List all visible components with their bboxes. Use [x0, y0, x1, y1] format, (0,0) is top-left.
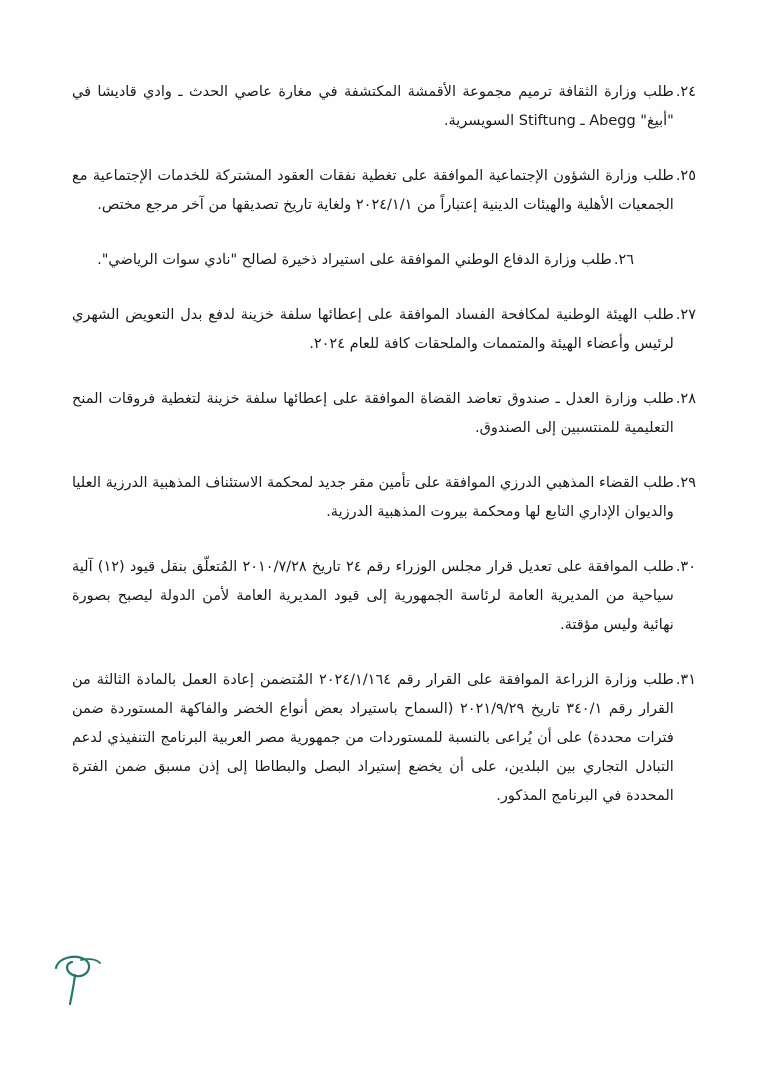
list-item-number: ٢٤.	[675, 84, 696, 100]
list-item	[72, 162, 696, 220]
list-item	[72, 78, 696, 136]
list-item-text: طلب الموافقة على تعديل قرار مجلس الوزراء رقم ٢٤ تاريخ ٢٠١٠/٧/٢٨ المُتعلّق بنقل قيود (١٢) آلية سياحية من المديرية العامة لرئاسة الجمهورية إلى قيود المديرية العامة لأمن الدولة ليصبح بصورة نهائية وليس مؤقتة.	[72, 559, 674, 633]
list-item	[72, 385, 696, 443]
list-item-text: طلب وزارة الشؤون الإجتماعية الموافقة على تغطية نفقات العقود المشتركة للخدمات الإجتماعية مع الجمعيات الأهلية والهيئات الدينية إعتباراً من ٢٠٢٤/١/١ ولغاية تاريخ تصديقها من آخر مرجع مختص.	[72, 168, 674, 213]
list-item-text: طلب وزارة الدفاع الوطني الموافقة على استيراد ذخيرة لصالح "نادي سوات الرياضي".	[97, 252, 612, 268]
list-item-text: طلب وزارة الزراعة الموافقة على القرار رقم ٢٠٢٤/١/١٦٤ المُتضمن إعادة العمل بالمادة الثالثة من القرار رقم ٣٤٠/١ تاريخ ٢٠٢١/٩/٢٩ (السماح باستيراد بعض أنواع الخضر والفاكهة المستوردة ضمن فترات محددة) على أن يُراعى بالنسبة للمستوردات من جمهورية مصر العربية البرنامج التنفيذي لدعم التبادل التجاري بين البلدين، على أن يخضع إستيراد البصل والبطاطا إلى إذن مسبق ضمن الفترة المحددة في البرنامج المذكور.	[72, 672, 674, 804]
handwritten-signature	[48, 950, 118, 1010]
list-item	[72, 301, 696, 359]
list-item-number: ٢٧.	[675, 307, 696, 323]
list-item	[72, 553, 696, 640]
list-item-number: ٣٠.	[675, 559, 696, 575]
list-item	[72, 666, 696, 811]
list-item-number: ٢٦.	[613, 252, 634, 268]
document-body	[72, 78, 696, 811]
list-item-text: طلب وزارة العدل ـ صندوق تعاضد القضاة الموافقة على إعطائها سلفة خزينة لتغطية فروقات المنح التعليمية للمنتسبين إلى الصندوق.	[72, 391, 674, 436]
list-item-number: ٢٥.	[675, 168, 696, 184]
list-item-text: طلب وزارة الثقافة ترميم مجموعة الأقمشة المكتشفة في مغارة عاصي الحدث ـ وادي قاديشا في "أبيغ" Abegg ـ Stiftung السويسرية.	[72, 84, 674, 129]
list-item-text: طلب الهيئة الوطنية لمكافحة الفساد الموافقة على إعطائها سلفة خزينة لدفع بدل التعويض الشهري لرئيس وأعضاء الهيئة والمتممات والملحقات كافة للعام ٢٠٢٤.	[72, 307, 674, 352]
list-item	[72, 246, 696, 275]
list-item-text: طلب القضاء المذهبي الدرزي الموافقة على تأمين مقر جديد لمحكمة الاستئناف المذهبية الدرزية العليا والديوان الإداري التابع لها ومحكمة بيروت المذهبية الدرزية.	[72, 475, 674, 520]
list-item-number: ٢٩.	[675, 475, 696, 491]
list-item-number: ٢٨.	[675, 391, 696, 407]
list-item-number: ٣١.	[675, 672, 696, 688]
list-item	[72, 469, 696, 527]
